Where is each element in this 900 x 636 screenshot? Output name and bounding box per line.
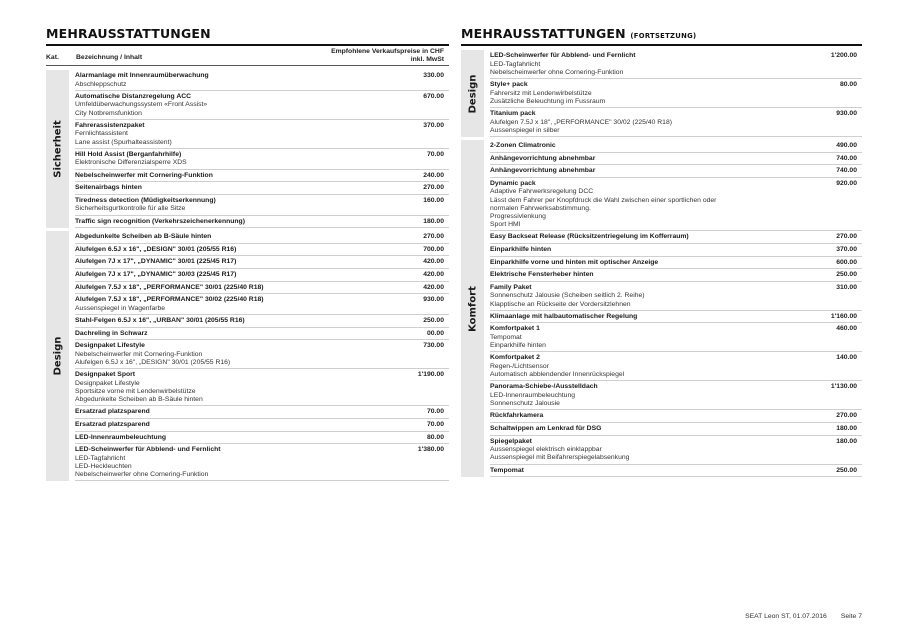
option-row	[490, 178, 862, 232]
header-rule	[46, 65, 449, 66]
option-detail: Lane assist (Spurhalteassistent)	[75, 138, 172, 146]
option-detail: Sport HMI	[490, 221, 521, 229]
option-price: 420.00	[423, 258, 444, 266]
title-rule	[461, 44, 862, 46]
option-detail: Elektronische Differenzialsperre XDS	[75, 159, 187, 167]
option-price: 270.00	[836, 233, 857, 241]
option-text	[75, 246, 417, 255]
option-text	[490, 438, 830, 463]
option-text	[75, 72, 417, 89]
option-detail: Umfeldüberwachungssystem «Front Assist»	[75, 101, 208, 109]
option-price: 1'130.00	[830, 383, 857, 391]
option-row	[490, 50, 862, 79]
option-text	[75, 446, 412, 479]
option-row	[75, 70, 449, 91]
option-row	[75, 444, 449, 481]
option-detail: Zusätzliche Beleuchtung im Fussraum	[490, 97, 606, 105]
option-name: Ersatzrad platzsparend	[75, 420, 150, 428]
option-row	[75, 432, 449, 445]
category-label	[46, 70, 69, 228]
option-detail: Einparkhilfe hinten	[490, 342, 546, 350]
option-detail: Progressivlenkung	[490, 212, 546, 220]
category-label	[46, 231, 69, 481]
option-text	[490, 233, 830, 242]
option-row	[75, 340, 449, 369]
option-row	[490, 381, 862, 410]
option-text	[490, 246, 830, 255]
option-detail: LED-Tagfahrlicht	[75, 454, 126, 462]
category-section	[46, 231, 449, 481]
option-text	[75, 93, 417, 118]
option-name: Designpaket Lifestyle	[75, 342, 145, 350]
option-price: 80.00	[426, 433, 444, 441]
option-row	[490, 244, 862, 257]
option-row	[75, 195, 449, 216]
option-name: Alufelgen 6.5J x 16", „DESIGN" 30/01 (205/55 R16)	[75, 245, 237, 253]
option-detail: LED-Heckleuchten	[75, 462, 132, 470]
option-name: Traffic sign recognition (Verkehrszeichenerkennung)	[75, 217, 245, 225]
option-price: 70.00	[426, 150, 444, 158]
option-detail: Aussenspiegel in Wagenfarbe	[75, 304, 166, 312]
option-price: 250.00	[423, 316, 444, 324]
option-text	[75, 434, 421, 443]
option-text	[490, 313, 825, 322]
header-price: Empfohlene Verkaufspreise in CHF inkl. MwSt	[331, 48, 444, 63]
option-name: Titanium pack	[490, 110, 536, 117]
option-detail: Abschleppschutz	[75, 80, 127, 88]
option-detail: Sicherheitsgurtkontrolle für alle Sitze	[75, 205, 186, 213]
footer-document: SEAT Leon ST, 01.07.2016	[745, 613, 827, 620]
option-text	[75, 296, 417, 313]
option-name: Easy Backseat Release (Rücksitzentriegelung im Kofferraum)	[490, 233, 689, 241]
option-row	[75, 269, 449, 282]
option-price: 310.00	[836, 283, 857, 291]
option-row	[75, 315, 449, 328]
option-name: Nebelscheinwerfer mit Cornering-Funktion	[75, 171, 213, 179]
option-price: 70.00	[426, 408, 444, 416]
option-name: Schaltwippen am Lenkrad für DSG	[490, 424, 602, 432]
option-name: Anhängevorrichtung abnehmbar	[490, 154, 596, 162]
option-price: 740.00	[836, 167, 857, 175]
option-row	[75, 328, 449, 341]
option-row	[75, 294, 449, 315]
option-price: 460.00	[836, 325, 857, 333]
option-text	[75, 317, 417, 326]
option-text	[490, 325, 830, 350]
option-name: Dynamic pack	[490, 179, 536, 187]
option-detail: Designpaket Lifestyle	[75, 379, 140, 387]
option-text	[490, 81, 834, 106]
option-text	[490, 383, 825, 408]
option-detail: Sonnenschutz Jalousie (Scheiben seitlich 2. Reihe)	[490, 292, 645, 300]
left-column	[46, 26, 449, 484]
option-row	[490, 410, 862, 423]
category-label-text: Design	[52, 336, 63, 376]
category-section	[461, 50, 862, 137]
option-name: Seitenairbags hinten	[75, 184, 142, 192]
category-label-text: Design	[467, 74, 478, 113]
option-name: Automatische Distanzregelung ACC	[75, 92, 192, 100]
category-label-text: Komfort	[467, 285, 478, 332]
option-name: Klimaanlage mit halbautomatischer Regelung	[490, 312, 638, 320]
option-text	[75, 258, 417, 267]
option-name: Dachreling in Schwarz	[75, 329, 148, 337]
option-detail: Abgedunkelte Scheiben ab B-Säule hinten	[75, 396, 203, 404]
option-detail: Nebelscheinwerfer ohne Cornering-Funktion	[75, 471, 209, 479]
option-text	[75, 197, 417, 214]
page-footer	[745, 613, 862, 620]
category-label	[461, 50, 484, 137]
left-sections	[46, 70, 449, 481]
option-detail: City Notbremsfunktion	[75, 109, 142, 117]
option-row	[75, 91, 449, 120]
page-title: MEHRAUSSTATTUNGEN	[46, 26, 211, 41]
option-name: Tempomat	[490, 466, 524, 474]
option-row	[75, 369, 449, 406]
option-row	[490, 140, 862, 153]
option-text	[75, 408, 421, 417]
option-row	[490, 153, 862, 166]
option-list	[75, 70, 449, 228]
option-price: 80.00	[839, 81, 857, 88]
right-column	[461, 26, 862, 480]
option-text	[75, 284, 417, 293]
option-detail: Regen-/Lichtsensor	[490, 362, 549, 370]
option-price: 250.00	[836, 271, 857, 279]
option-row	[490, 465, 862, 478]
option-detail: Tempomat	[490, 333, 522, 341]
option-row	[75, 256, 449, 269]
option-price: 1'190.00	[417, 371, 444, 379]
option-list	[490, 140, 862, 477]
title-suffix: (FORTSETZUNG)	[630, 32, 697, 40]
option-detail: Alufelgen 6.5J x 16", „DESIGN" 30/01 (205/55 R16)	[75, 358, 231, 366]
option-name: 2-Zonen Climatronic	[490, 142, 556, 149]
option-name: Anhängevorrichtung abnehmbar	[490, 167, 596, 175]
option-price: 670.00	[423, 92, 444, 100]
option-list	[75, 231, 449, 481]
option-row	[490, 282, 862, 311]
option-row	[75, 406, 449, 419]
option-detail: normalen Fahrwerksabstimmung.	[490, 204, 591, 212]
option-price: 250.00	[836, 466, 857, 474]
option-price: 700.00	[423, 245, 444, 253]
option-text	[75, 184, 417, 193]
option-text	[490, 110, 830, 135]
option-text	[75, 330, 421, 339]
option-text	[490, 180, 830, 230]
option-row	[490, 108, 862, 137]
option-name: Family Paket	[490, 283, 532, 291]
option-detail: Sportsitze vorne mit Lendenwirbelstütze	[75, 387, 196, 395]
option-name: Spiegelpaket	[490, 437, 532, 445]
option-row	[75, 231, 449, 244]
option-name: Elektrische Fensterheber hinten	[490, 271, 594, 279]
option-name: Rückfahrkamera	[490, 412, 544, 420]
option-detail: Nebelscheinwerfer ohne Cornering-Funktion	[490, 68, 624, 76]
header-kat: Kat.	[46, 54, 59, 61]
option-detail: Sonnenschutz Jalousie	[490, 400, 560, 408]
option-name: Fahrerassistenzpaket	[75, 121, 145, 129]
option-name: Style+ pack	[490, 81, 528, 88]
option-row	[490, 231, 862, 244]
option-name: Stahl-Felgen 6.5J x 16", „URBAN" 30/01 (205/55 R16)	[75, 316, 245, 324]
option-price: 920.00	[836, 179, 857, 187]
option-text	[490, 284, 830, 309]
option-price: 270.00	[423, 233, 444, 241]
option-price: 490.00	[836, 142, 857, 149]
category-label	[461, 140, 484, 477]
option-price: 180.00	[423, 217, 444, 225]
option-name: Designpaket Sport	[75, 371, 136, 379]
option-row	[490, 257, 862, 270]
option-price: 1'160.00	[830, 312, 857, 320]
option-row	[75, 216, 449, 229]
option-text	[490, 271, 830, 280]
option-row	[490, 423, 862, 436]
option-detail: Automatisch abblendender Innenrückspiegel	[490, 371, 625, 379]
category-label-text: Sicherheit	[52, 120, 63, 178]
option-detail: Lässt dem Fahrer per Knopfdruck die Wahl zwischen einer sportlichen oder	[490, 196, 717, 204]
option-price: 160.00	[423, 196, 444, 204]
option-text	[490, 354, 830, 379]
option-list	[490, 50, 862, 137]
option-name: Einparkhilfe vorne und hinten mit optischer Anzeige	[490, 258, 659, 266]
option-name: Alufelgen 7J x 17", „DYNAMIC" 30/01 (225/45 R17)	[75, 258, 237, 266]
option-row	[75, 120, 449, 149]
option-row	[490, 79, 862, 108]
option-name: LED-Scheinwerfer für Abblend- und Fernlicht	[490, 52, 636, 59]
option-name: LED-Scheinwerfer für Abblend- und Fernlicht	[75, 446, 221, 454]
option-price: 930.00	[423, 296, 444, 304]
option-price: 240.00	[423, 171, 444, 179]
option-detail: Fernlichtassistent	[75, 130, 128, 138]
option-detail: Fahrersitz mit Lendenwirbelstütze	[490, 89, 592, 97]
option-row	[490, 323, 862, 352]
option-price: 1'380.00	[417, 446, 444, 454]
option-detail: Nebelscheinwerfer mit Cornering-Funktion	[75, 350, 203, 358]
option-detail: Aussenspiegel elektrisch einklappbar	[490, 446, 602, 454]
option-row	[75, 244, 449, 257]
option-price: 70.00	[426, 420, 444, 428]
option-text	[490, 259, 830, 268]
option-price: 600.00	[836, 258, 857, 266]
option-text	[490, 155, 830, 164]
option-name: LED-Innenraumbeleuchtung	[75, 433, 167, 441]
page-title-continued: MEHRAUSSTATTUNGEN (FORTSETZUNG)	[461, 26, 697, 41]
option-detail: LED-Tagfahrlicht	[490, 60, 541, 68]
option-row	[75, 419, 449, 432]
option-name: Tiredness detection (Müdigkeitserkennung)	[75, 196, 216, 204]
option-name: Einparkhilfe hinten	[490, 245, 552, 253]
option-detail: LED-Innenraumbeleuchtung	[490, 391, 576, 399]
option-name: Alufelgen 7.5J x 18", „PERFORMANCE" 30/01 (225/40 R18)	[75, 283, 264, 291]
option-name: Abgedunkelte Scheiben ab B-Säule hinten	[75, 233, 212, 241]
option-price: 180.00	[836, 424, 857, 432]
option-text	[75, 233, 417, 242]
footer-page-number: Seite 7	[840, 613, 862, 620]
option-text	[75, 371, 412, 404]
option-price: 00.00	[426, 329, 444, 337]
option-row	[75, 170, 449, 183]
option-text	[75, 271, 417, 280]
option-name: Komfortpaket 1	[490, 325, 540, 333]
option-row	[490, 165, 862, 178]
column-header	[46, 46, 449, 65]
option-price: 1'200.00	[830, 52, 857, 59]
header-description: Bezeichnung / Inhalt	[76, 54, 143, 61]
option-price: 930.00	[836, 110, 857, 117]
option-text	[75, 172, 417, 181]
option-price: 420.00	[423, 270, 444, 278]
option-detail: Alufelgen 7.5J x 18", „PERFORMANCE" 30/02 (225/40 R18)	[490, 118, 673, 126]
option-name: Hill Hold Assist (Berganfahrhilfe)	[75, 150, 182, 158]
option-price: 370.00	[423, 121, 444, 129]
option-text	[490, 167, 830, 176]
option-row	[75, 149, 449, 170]
option-row	[490, 352, 862, 381]
option-price: 330.00	[423, 72, 444, 79]
option-text	[75, 122, 417, 147]
option-price: 370.00	[836, 245, 857, 253]
option-text	[490, 142, 830, 151]
category-section	[46, 70, 449, 228]
option-row	[490, 311, 862, 324]
option-text	[490, 52, 825, 77]
option-text	[75, 342, 417, 367]
option-row	[75, 182, 449, 195]
right-sections	[461, 50, 862, 477]
option-name: Ersatzrad platzsparend	[75, 408, 150, 416]
option-text	[75, 421, 421, 430]
option-price: 730.00	[423, 342, 444, 350]
option-row	[490, 436, 862, 465]
option-detail: Aussenspiegel in silber	[490, 126, 560, 134]
option-detail: Adaptive Fahrwerksregelung DCC	[490, 188, 594, 196]
category-section	[461, 140, 862, 477]
option-price: 180.00	[836, 437, 857, 445]
option-text	[75, 151, 421, 168]
option-detail: Klapptische an Rückseite der Vordersitzlehnen	[490, 300, 631, 308]
option-text	[75, 218, 417, 227]
option-name: Komfortpaket 2	[490, 354, 540, 362]
option-text	[490, 425, 830, 434]
option-price: 270.00	[423, 184, 444, 192]
option-price: 140.00	[836, 354, 857, 362]
option-price: 740.00	[836, 154, 857, 162]
option-text	[490, 467, 830, 476]
option-row	[75, 282, 449, 295]
option-name: Alarmanlage mit Innenraumüberwachung	[75, 72, 209, 79]
option-name: Alufelgen 7.5J x 18", „PERFORMANCE" 30/02 (225/40 R18)	[75, 296, 264, 304]
option-row	[490, 269, 862, 282]
option-name: Panorama-Schiebe-/Ausstelldach	[490, 383, 598, 391]
option-price: 270.00	[836, 412, 857, 420]
option-name: Alufelgen 7J x 17", „DYNAMIC" 30/03 (225/45 R17)	[75, 270, 237, 278]
option-detail: Aussenspiegel mit Beifahrerspiegelabsenkung	[490, 454, 630, 462]
option-price: 420.00	[423, 283, 444, 291]
option-text	[490, 412, 830, 421]
